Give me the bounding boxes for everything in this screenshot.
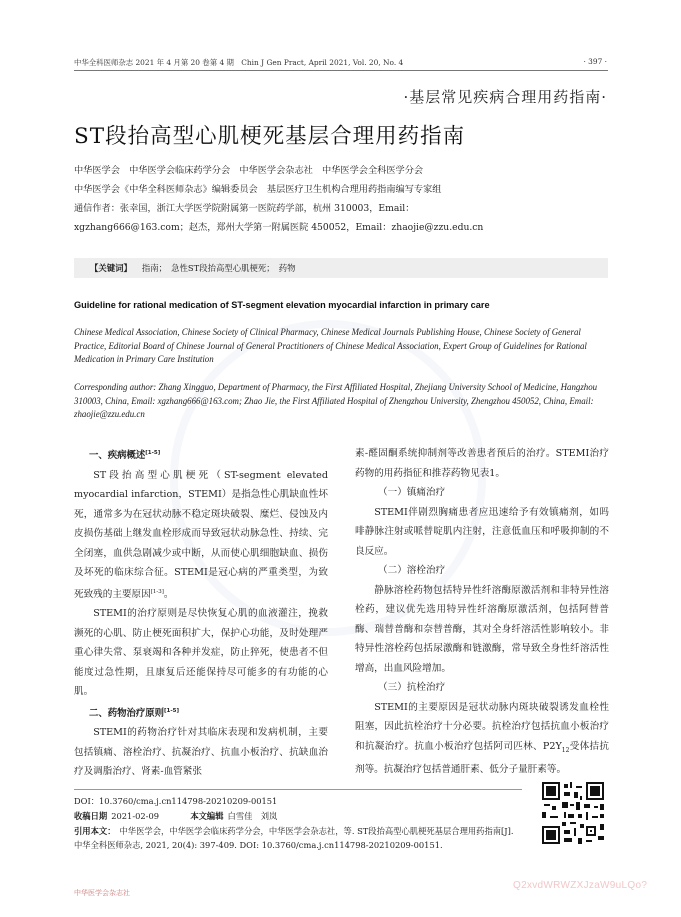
publisher-logo: 中华医学会杂志社 (74, 889, 130, 897)
left-column (74, 444, 328, 782)
right-column (355, 444, 609, 779)
keywords-label: 【关键词】 (90, 263, 132, 273)
keywords-text: 指南； 急性ST段抬高型心肌梗死； 药物 (141, 263, 296, 273)
series-title: ·基层常见疾病合理用药指南· (403, 88, 607, 106)
keywords (90, 262, 296, 274)
received-line: 收稿日期 2021-02-09 本文编辑 白雪佳 刘岚 (74, 811, 278, 821)
subsection-heading: （一）镇痛治疗 (378, 487, 446, 498)
paragraph: STEMI的主要原因是冠状动脉内斑块破裂诱发血栓性阻塞，因此抗栓治疗十分必要。抗栓治疗包括抗血小板治疗和抗凝治疗。抗血小板治疗包括阿司匹林、$P2Y_{12}$受体拮抗剂等。抗凝治疗包括普通肝素、低分子量肝素等。 (355, 701, 609, 775)
paragraph: STEMI的药物治疗针对其临床表现和发病机制，主要包括镇痛、溶栓治疗、抗凝治疗、抗血小板治疗、抗缺血治疗及调脂治疗、肾素-血管紧张 (74, 727, 328, 778)
watermark-code: Q2xvdWRWZXJzaW9uLQo? (513, 880, 648, 891)
running-header: 中华全科医师杂志 2021 年 4 月第 20 卷第 4 期 Chin J Gen Pract, April 2021, Vol. 20, No. 4 (74, 58, 404, 67)
author-line-4: xgzhang666@163.com；赵杰，郑州大学第一附属医院 450052，Email：zhaojie@zzu.edu.cn (74, 222, 484, 233)
page-number: · 397 · (583, 57, 607, 66)
paragraph: STEMI的治疗原则是尽快恢复心肌的血液灌注，挽救濒死的心肌、防止梗死面积扩大，保护心功能，及时处理严重心律失常、泵衰竭和各种并发症，防止猝死，使患者不但能度过急性期，且康复后还能保持尽可能多的有功能的心肌。 (74, 608, 328, 698)
footer-rule (74, 789, 522, 790)
author-line-3: 通信作者：张幸国，浙江大学医学院附属第一医院药学部，杭州 310003，Email： (74, 203, 415, 214)
paragraph: 静脉溶栓药物包括特异性纤溶酶原激活剂和非特异性溶栓药，建议优先选用特异性纤溶酶原激活剂，包括阿替普酶、瑞替普酶和奈替普酶，其对全身纤溶活性影响较小。非特异性溶栓药包括尿激酶和链激酶，常导致全身性纤溶活性增高，出血风险增加。 (355, 584, 609, 674)
page-title: ST段抬高型心肌梗死基层合理用药指南 (74, 124, 466, 149)
section-heading-1: 一、疾病概述[1-5] (89, 450, 161, 462)
subsection-heading: （三）抗栓治疗 (378, 682, 446, 693)
english-corresponding: Corresponding author: Zhang Xingguo, Department of Pharmacy, the First Affiliated Hospital, Zhejiang University School of Medicine, Hangzhou 310003, China, Email: xgzhang666@163.com; Zhao Jie, the First Affiliated Hospital of Zhengzhou University, Zhengzhou 450052, China, Email: zhaojie@zzu.edu.cn (74, 382, 598, 420)
doi: DOI：10.3760/cma.j.cn114798-20210209-00151 (74, 796, 278, 806)
english-orgs: Chinese Medical Association, Chinese Society of Clinical Pharmacy, Chinese Medical Journals Publishing House, Chinese Society of General Practice, Editorial Board of Chinese Journal of General Practitioners of Chinese Medical Association, Expert Group of Guidelines for Rational Medication in Primary Care Institution (74, 327, 587, 365)
author-line-1: 中华医学会 中华医学会临床药学分会 中华医学会杂志社 中华医学会全科医学分会 (74, 165, 424, 176)
header-rule (74, 70, 608, 71)
citation: 引用本文： 中华医学会，中华医学会临床药学分会，中华医学会杂志社，等. ST段抬高型心肌梗死基层合理用药指南[J]. 中华全科医师杂志, 2021, 20(4): 397-409. DOI: 10.3760/cma.j.cn114798-20210209-00151. (74, 826, 514, 850)
section-heading-2: 二、药物治疗原则[1-5] (89, 707, 180, 719)
paragraph: STEMI伴剧烈胸痛患者应迅速给予有效镇痛剂，如吗啡静脉注射或哌替啶肌内注射，注意低血压和呼吸抑制的不良反应。 (355, 506, 609, 557)
paragraph: ST段抬高型心肌梗死（ST-segment elevated myocardial infarction，STEMI）是指急性心肌缺血性坏死，通常多为在冠状动脉不稳定斑块破裂、糜烂、侵蚀及内皮损伤基础上继发血栓形成而导致冠状动脉急性、持续、完全闭塞，血供急剧减少或中断，从而使心肌细胞缺血、损伤及坏死的临床综合征。STEMI是冠心病的严重类型，为致死致残的主要原因[1-3]。 (74, 469, 328, 600)
subsection-heading: （二）溶栓治疗 (378, 565, 446, 576)
author-line-2: 中华医学会《中华全科医师杂志》编辑委员会 基层医疗卫生机构合理用药指南编写专家组 (74, 184, 442, 195)
english-title: Guideline for rational medication of ST-segment elevation myocardial infarction in primary care (74, 300, 490, 310)
paragraph: 素-醛固酮系统抑制剂等改善患者预后的治疗。STEMI治疗药物的用药指征和推荐药物见表1。 (355, 448, 609, 479)
qr-code (540, 780, 606, 846)
